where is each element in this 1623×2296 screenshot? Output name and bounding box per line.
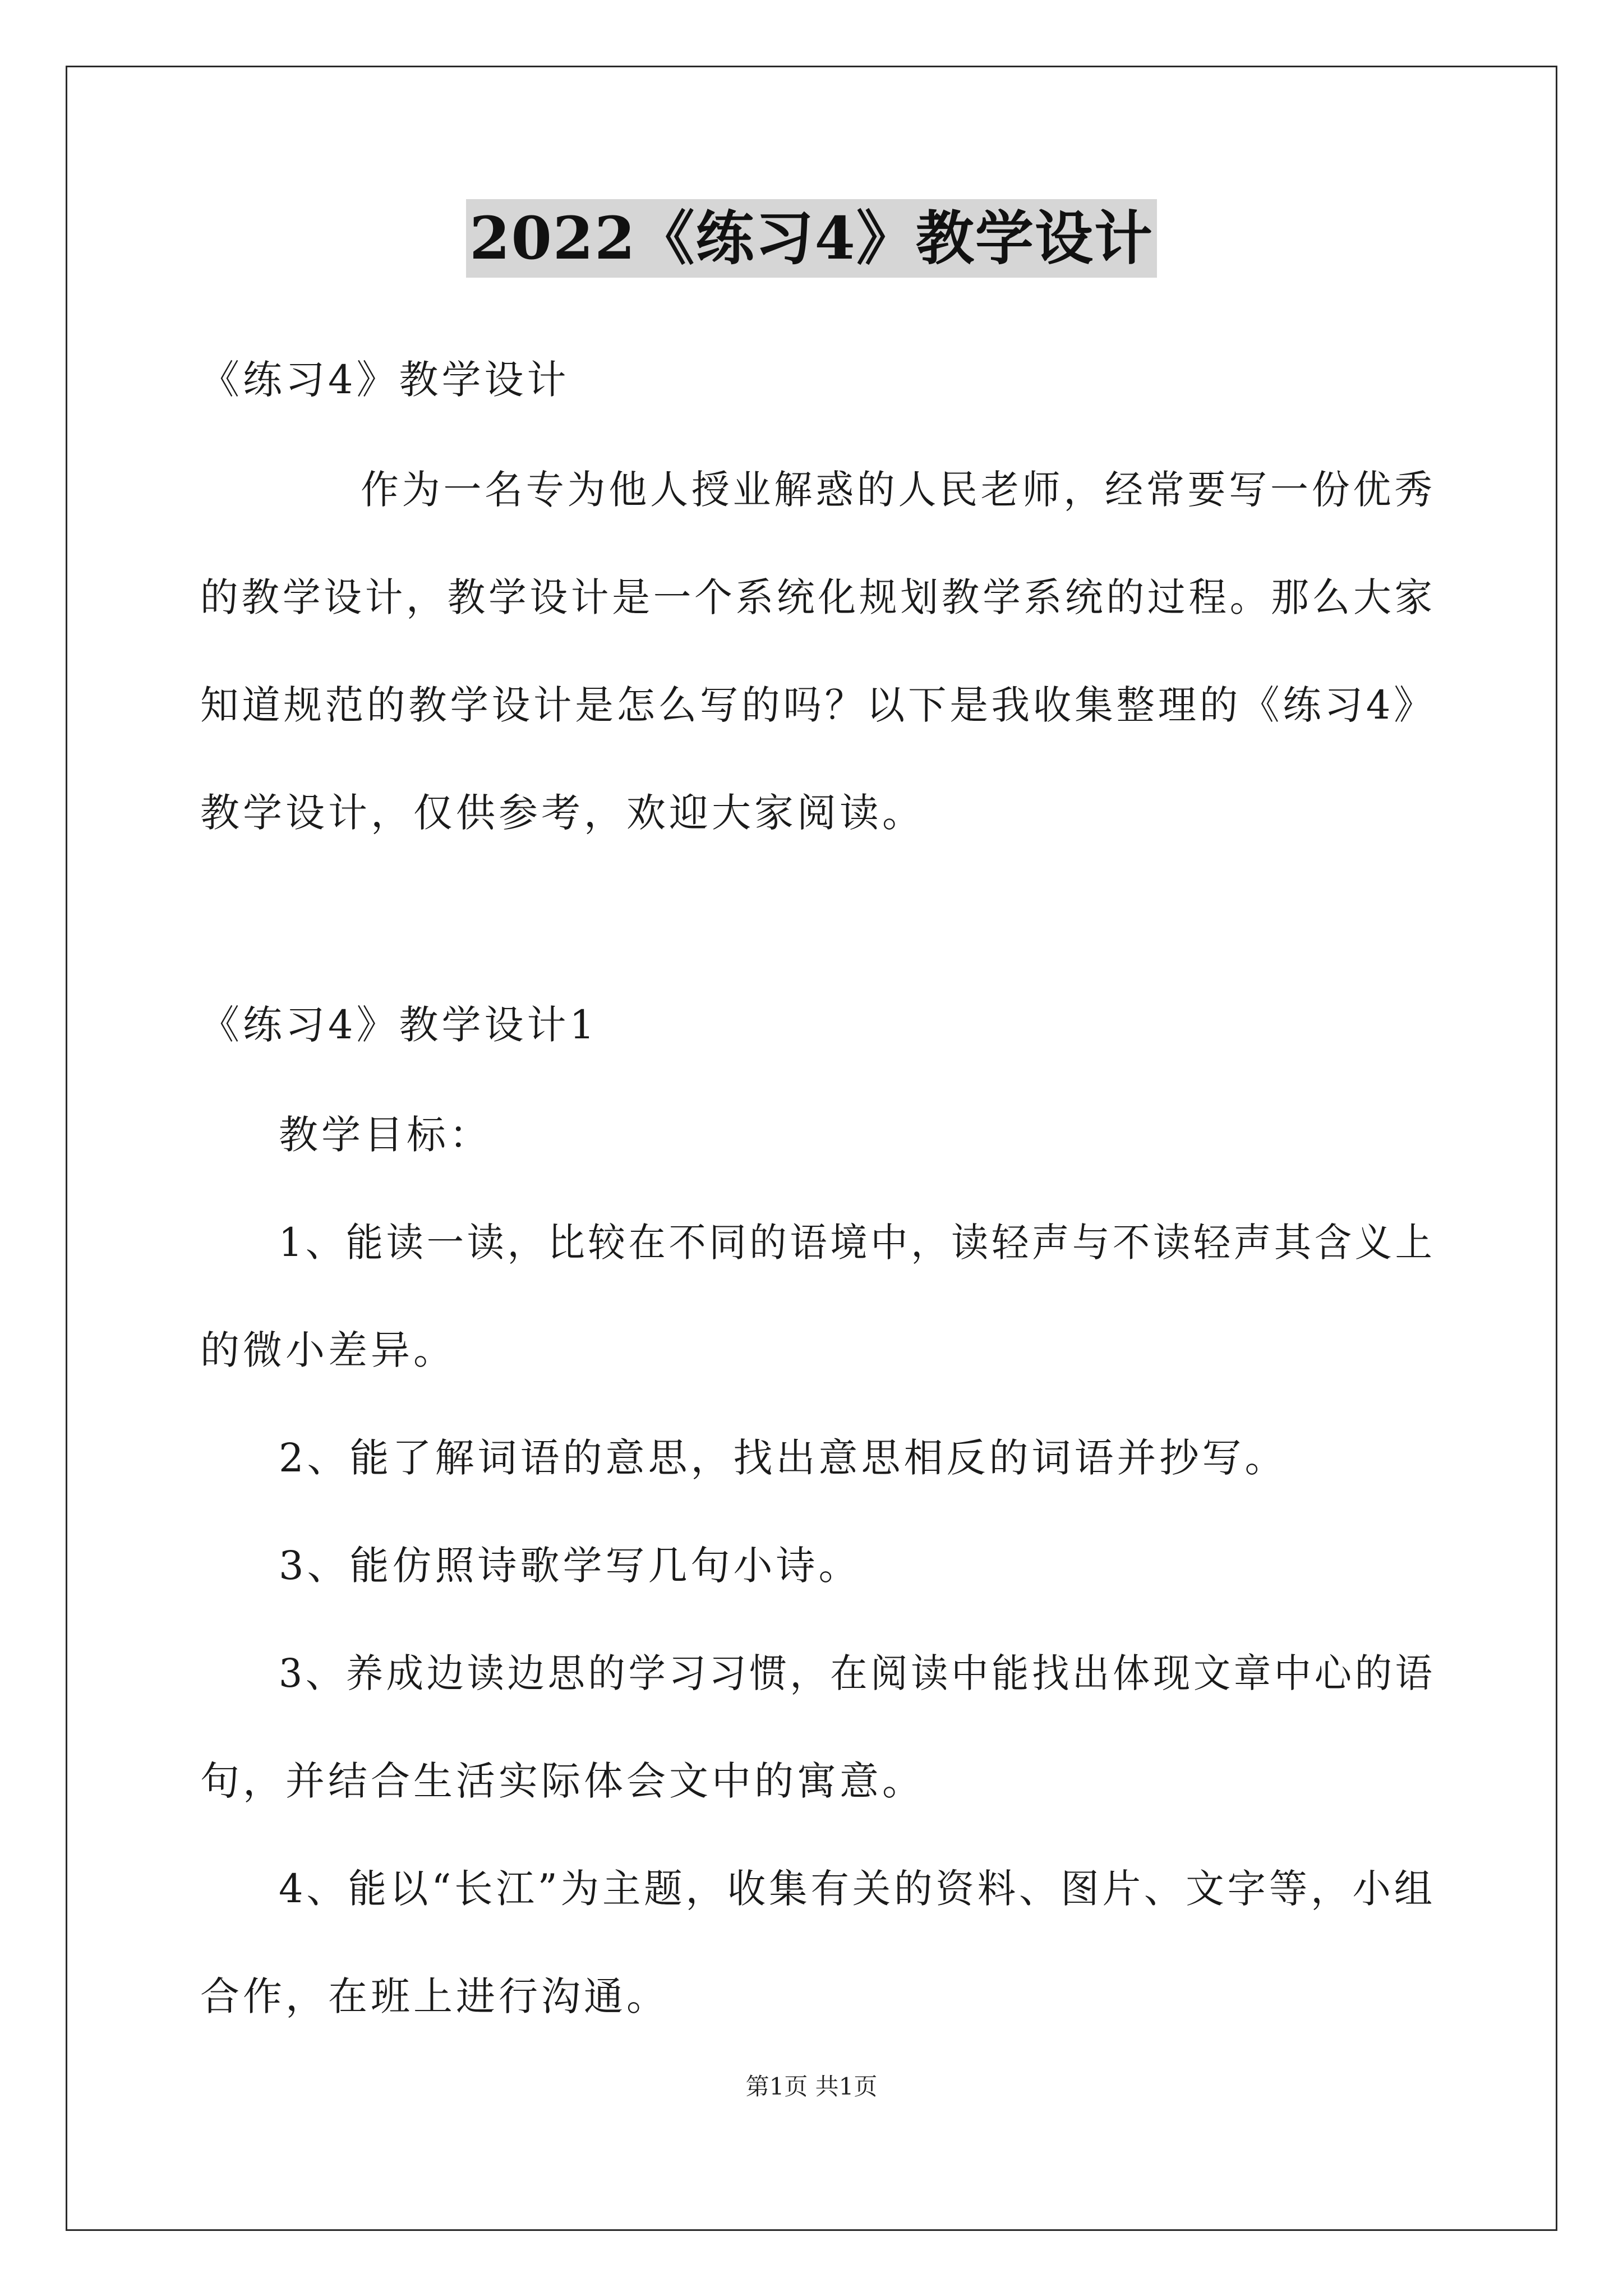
intro-line-3: 知道规范的教学设计是怎么写的吗？以下是我收集整理的《练习4》: [200, 682, 1436, 728]
goal-5-line-2: 合作，在班上进行沟通。: [200, 1973, 669, 2019]
page-footer: 第1页 共1页: [745, 2073, 878, 2100]
document-title: 2022《练习4》教学设计: [466, 199, 1157, 278]
goal-4-line-1: 3、养成边读边思的学习习惯，在阅读中能找出体现文章中心的语: [279, 1650, 1436, 1696]
goal-1-line-1: 1、能读一读，比较在不同的语境中，读轻声与不读轻声其含义上: [279, 1220, 1436, 1266]
goal-3: 3、能仿照诗歌学写几句小诗。: [279, 1543, 861, 1589]
goal-5-line-1: 4、能以“长江”为主题，收集有关的资料、图片、文字等，小组: [279, 1866, 1436, 1912]
goal-1-line-2: 的微小差异。: [200, 1327, 456, 1373]
section-heading-1: 《练习4》教学设计1: [200, 1002, 598, 1048]
intro-line-1: 作为一名专为他人授业解惑的人民老师，经常要写一份优秀: [361, 467, 1436, 513]
subtitle: 《练习4》教学设计: [200, 357, 570, 403]
intro-line-2: 的教学设计，教学设计是一个系统化规划教学系统的过程。那么大家: [200, 574, 1436, 620]
goals-heading: 教学目标：: [279, 1112, 492, 1158]
goal-4-line-2: 句，并结合生活实际体会文中的寓意。: [200, 1758, 925, 1804]
intro-line-4: 教学设计，仅供参考，欢迎大家阅读。: [200, 790, 925, 836]
goal-2: 2、能了解词语的意思，找出意思相反的词语并抄写。: [279, 1435, 1288, 1481]
title-container: [0, 199, 1623, 278]
